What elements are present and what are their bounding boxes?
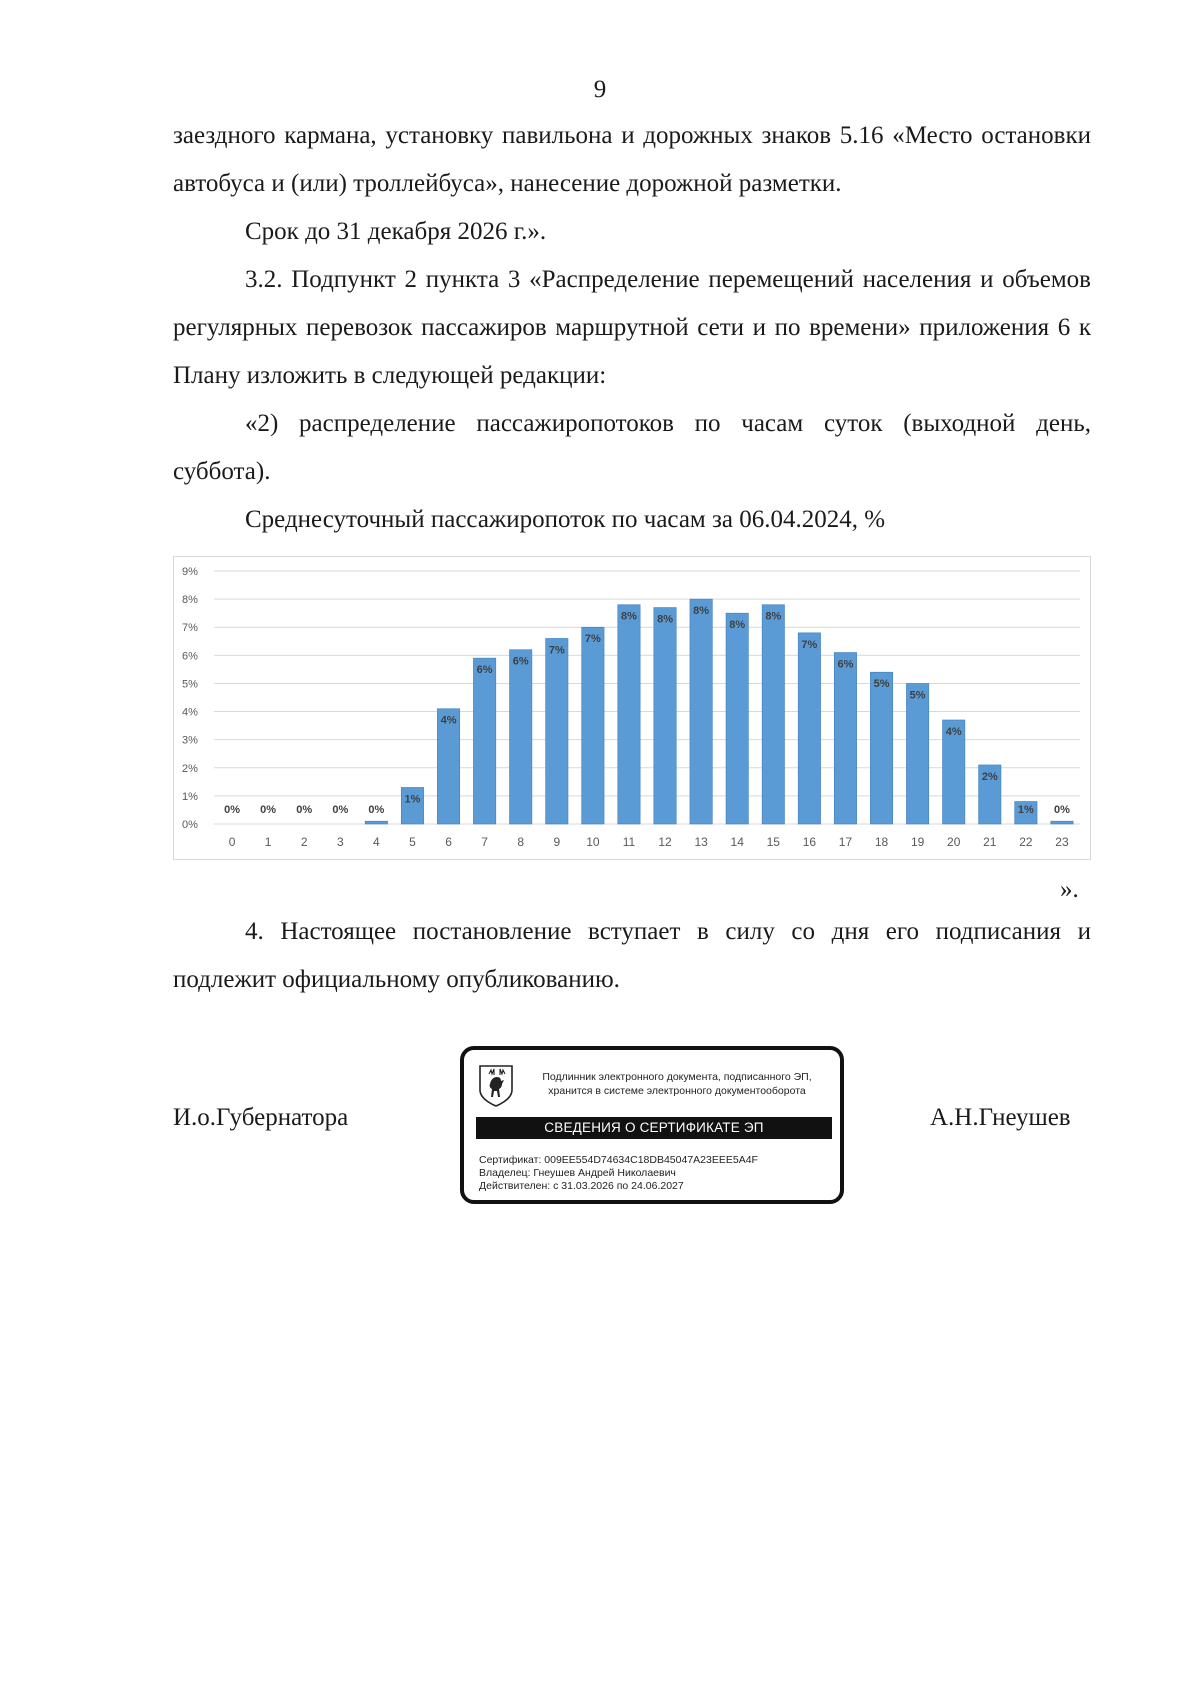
paragraph-text: Срок до 31 декабря 2026 г.». xyxy=(245,218,547,245)
x-tick-label: 19 xyxy=(910,835,925,849)
x-tick-label: 21 xyxy=(983,835,997,849)
bar xyxy=(690,599,712,824)
certificate-number: Сертификат: 009EE554D74634C18DB45047A23EEE5A4F xyxy=(479,1154,758,1166)
x-tick-label: 7 xyxy=(481,835,488,849)
chart-caption-text: Среднесуточный пассажиропоток по часам за 06.04.2024, % xyxy=(245,506,886,533)
paragraph-effective xyxy=(173,908,1091,1004)
x-tick-label: 3 xyxy=(336,835,344,849)
bar xyxy=(365,821,387,824)
data-label: 1% xyxy=(404,793,421,806)
chart-svg xyxy=(174,557,1090,859)
paragraph-text: 3.2. Подпункт 2 пункта 3 «Распределение перемещений населения и объемов регулярных перевозок пассажиров маршрутной сети и по времени» приложения 6 к Плану изложить в следующей редакции: xyxy=(173,266,1091,389)
x-tick-label: 20 xyxy=(947,835,961,849)
data-label: 4% xyxy=(440,714,457,727)
certificate-info-bar: СВЕДЕНИЯ О СЕРТИФИКАТЕ ЭП xyxy=(476,1117,832,1139)
y-tick-label: 6% xyxy=(182,650,198,663)
data-label: 8% xyxy=(657,613,673,626)
y-tick-label: 9% xyxy=(182,566,198,578)
certificate-details xyxy=(479,1154,834,1193)
data-label: 4% xyxy=(945,725,962,738)
x-tick-label: 15 xyxy=(766,835,780,849)
bar xyxy=(834,653,856,824)
paragraph-text: заездного кармана, установку павильона и дорожных знаков 5.16 «Место остановки автобуса и (или) троллейбуса», нанесение дорожной разметки. xyxy=(173,122,1091,197)
x-tick-label: 17 xyxy=(838,835,853,849)
bar xyxy=(510,650,532,824)
x-tick-label: 9 xyxy=(553,835,561,849)
paragraph-distribution xyxy=(173,400,1091,496)
bar xyxy=(762,605,784,824)
x-tick-label: 4 xyxy=(373,835,380,849)
paragraph-text: 4. Настоящее постановление вступает в силу со дня его подписания и подлежит официальному опубликованию. xyxy=(173,918,1091,993)
x-tick-label: 12 xyxy=(658,835,672,849)
x-tick-label: 0 xyxy=(228,835,236,849)
x-tick-label: 16 xyxy=(802,835,817,849)
data-label: 1% xyxy=(1017,804,1034,816)
paragraph-deadline xyxy=(173,208,1091,256)
chart-caption xyxy=(173,496,1091,544)
bar xyxy=(546,638,568,824)
x-tick-label: 6 xyxy=(445,835,452,849)
data-label: 0% xyxy=(296,804,313,816)
x-tick-label: 13 xyxy=(694,835,708,849)
stamp-header-line: хранится в системе электронного документооборота xyxy=(548,1085,806,1097)
x-tick-label: 10 xyxy=(586,835,600,849)
data-label: 6% xyxy=(512,655,529,668)
x-tick-label: 11 xyxy=(622,835,636,849)
x-tick-label: 8 xyxy=(517,835,525,849)
data-label: 8% xyxy=(621,610,637,623)
data-label: 2% xyxy=(981,770,998,783)
passenger-flow-chart xyxy=(173,556,1091,860)
x-tick-label: 1 xyxy=(264,835,272,849)
y-tick-label: 0% xyxy=(182,819,198,831)
data-label: 0% xyxy=(332,804,349,816)
data-label: 0% xyxy=(260,804,277,816)
y-tick-label: 3% xyxy=(182,734,198,747)
paragraph-road-signs xyxy=(173,112,1091,208)
data-label: 5% xyxy=(909,689,926,702)
data-label: 6% xyxy=(837,658,854,671)
bar xyxy=(582,627,604,824)
bar xyxy=(906,683,928,824)
data-label: 7% xyxy=(548,644,565,657)
data-label: 8% xyxy=(729,619,746,632)
y-tick-label: 1% xyxy=(182,790,198,803)
bar xyxy=(798,633,820,824)
data-label: 7% xyxy=(584,633,601,646)
x-tick-label: 5 xyxy=(409,835,416,849)
electronic-signature-stamp xyxy=(460,1046,844,1204)
certificate-owner: Владелец: Гнеушев Андрей Николаевич xyxy=(479,1167,676,1179)
stamp-header-line: Подлинник электронного документа, подписанного ЭП, xyxy=(542,1071,812,1083)
coat-of-arms-icon xyxy=(478,1064,514,1108)
x-tick-label: 14 xyxy=(730,835,744,849)
bar xyxy=(726,613,748,824)
data-label: 8% xyxy=(765,610,782,623)
bar xyxy=(618,605,640,824)
bar xyxy=(473,658,495,824)
bar xyxy=(870,672,892,824)
page-number: 9 xyxy=(593,76,607,103)
x-tick-label: 23 xyxy=(1055,835,1069,849)
data-label: 6% xyxy=(476,664,493,677)
signer-position: И.о.Губернатора xyxy=(173,1104,349,1131)
data-label: 0% xyxy=(1054,804,1070,816)
y-tick-label: 7% xyxy=(182,622,198,635)
y-tick-label: 8% xyxy=(182,594,198,607)
bar xyxy=(1051,821,1073,824)
x-tick-label: 2 xyxy=(300,835,308,849)
y-tick-label: 4% xyxy=(182,706,198,719)
y-tick-label: 5% xyxy=(182,678,198,691)
paragraph-subpoint-3-2 xyxy=(173,256,1091,400)
data-label: 5% xyxy=(873,678,890,691)
data-label: 0% xyxy=(224,804,240,816)
x-tick-label: 22 xyxy=(1019,835,1033,849)
stamp-header xyxy=(520,1070,834,1098)
signer-name: А.Н.Гнеушев xyxy=(930,1104,1071,1131)
data-label: 7% xyxy=(801,638,818,651)
certificate-validity: Действителен: с 31.03.2026 по 24.06.2027 xyxy=(479,1180,684,1192)
x-tick-label: 18 xyxy=(874,835,889,849)
closing-quote: ». xyxy=(1060,876,1079,903)
bar xyxy=(654,608,676,824)
paragraph-text: «2) распределение пассажиропотоков по часам суток (выходной день, суббота). xyxy=(173,410,1091,485)
y-tick-label: 2% xyxy=(182,762,198,775)
data-label: 8% xyxy=(693,605,710,618)
data-label: 0% xyxy=(368,804,385,816)
